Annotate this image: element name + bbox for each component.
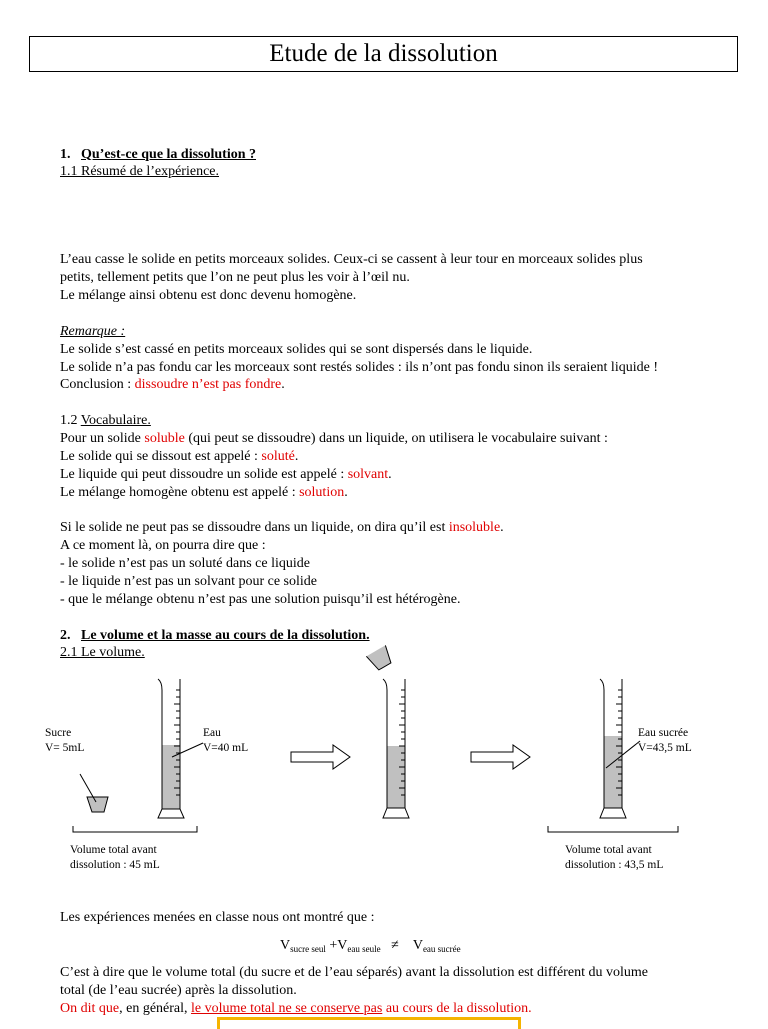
vocab-line2-a: Le solide qui se dissout est appelé : xyxy=(60,449,262,464)
graduated-cylinder-2 xyxy=(383,679,409,818)
vocab-line4-dot: . xyxy=(344,485,348,500)
insoluble-line1 xyxy=(60,519,504,537)
conclusion-end: . xyxy=(281,377,285,392)
para1-line1: L’eau casse le solide en petits morceaux solides. Ceux-ci se cassent à leur tour en morceaux solides plus xyxy=(60,252,643,267)
eau-sucree-label: Eau sucrée xyxy=(638,727,689,739)
subsection-1-1-title: 1.1 Résumé de l’expérience. xyxy=(60,164,219,179)
total-after-line1: Volume total avant xyxy=(565,844,652,856)
formula-v1: V xyxy=(280,938,291,953)
term-soluble: soluble xyxy=(144,431,185,446)
section-1-title: Qu’est-ce que la dissolution ? xyxy=(81,147,257,162)
final-red-2: le volume total ne se conserve pas xyxy=(191,1001,383,1016)
formula-sub1: sucre seul xyxy=(290,944,326,954)
vocab-line3-dot: . xyxy=(388,467,392,482)
conclusion2-line2: total (de l’eau sucrée) après la dissolution. xyxy=(60,983,297,998)
section-1-heading xyxy=(60,146,256,164)
conclusion2-line1: C’est à dire que le volume total (du sucre et de l’eau séparés) avant la dissolution est différent du volume xyxy=(60,965,648,980)
experience-intro: Les expériences menées en classe nous ont montré que : xyxy=(60,910,375,925)
total-brace-2 xyxy=(548,826,678,832)
formula-sub2: eau seule xyxy=(347,944,381,954)
formula-v3: V xyxy=(412,938,423,953)
sucre-label: Sucre xyxy=(45,727,72,739)
para1-line3: Le mélange ainsi obtenu est donc devenu homogène. xyxy=(60,288,357,303)
section-2-number: 2. xyxy=(60,628,71,643)
eau-volume: V=40 mL xyxy=(203,742,249,754)
page-title xyxy=(29,36,738,72)
formula-sub3: eau sucrée xyxy=(422,944,461,954)
vocab-line3-a: Le liquide qui peut dissoudre un solide est appelé : xyxy=(60,467,348,482)
term-insoluble: insoluble xyxy=(448,520,501,535)
arrow-2-icon xyxy=(471,745,530,769)
graduated-cylinder-1 xyxy=(158,679,184,818)
final-statement xyxy=(60,1000,532,1018)
vocab-line1-b: (qui peut se dissoudre) dans un liquide, on utilisera le vocabulaire suivant : xyxy=(184,431,608,446)
final-mid: , en général, xyxy=(119,1001,192,1016)
vocab-line4-a: Le mélange homogène obtenu est appelé : xyxy=(60,485,300,500)
term-solvant: solvant xyxy=(347,467,389,482)
subsection-1-2-number: 1.2 xyxy=(60,413,81,428)
conclusion-keyword: dissoudre n’est pas fondre xyxy=(134,377,282,392)
not-equal-symbol: ≠ xyxy=(391,938,399,953)
remarque-line2: Le solide n’a pas fondu car les morceaux sont restés solides : ils n’ont pas fondu sinon ils seraient liquide ! xyxy=(60,360,658,375)
term-solute: soluté xyxy=(261,449,295,464)
section-2-title: Le volume et la masse au cours de la dissolution. xyxy=(81,628,370,643)
insoluble-line1-dot: . xyxy=(500,520,504,535)
vocab-line3 xyxy=(60,466,392,484)
sugar-beaker xyxy=(80,774,108,812)
pouring-beaker xyxy=(366,645,394,672)
vocab-line4 xyxy=(60,484,348,502)
insoluble-line1-a: Si le solide ne peut pas se dissoudre dans un liquide, on dira qu’il est xyxy=(60,520,449,535)
term-solution: solution xyxy=(299,485,345,500)
volume-formula xyxy=(280,937,461,958)
insoluble-line5: - que le mélange obtenu n’est pas une solution puisqu’il est hétérogène. xyxy=(60,592,461,607)
remarque-label: Remarque : xyxy=(60,324,126,339)
eau-label: Eau xyxy=(203,727,221,739)
section-1-number: 1. xyxy=(60,147,71,162)
vocab-line1-a: Pour un solide xyxy=(60,431,145,446)
insoluble-line4: - le liquide n’est pas un solvant pour ce solide xyxy=(60,574,317,589)
para1-line2: petits, tellement petits que l’on ne peut plus les voir à l’œil nu. xyxy=(60,270,410,285)
page-title-text: Etude de la dissolution xyxy=(269,40,498,67)
subsection-2-1-title: 2.1 Le volume. xyxy=(60,645,145,660)
eau-sucree-volume: V=43,5 mL xyxy=(638,742,692,754)
arrow-1-icon xyxy=(291,745,350,769)
vocab-line2-dot: . xyxy=(294,449,299,464)
conclusion-line xyxy=(60,376,285,394)
remarque-line1: Le solide s’est cassé en petits morceaux solides qui se sont dispersés dans le liquide. xyxy=(60,342,533,357)
graduated-cylinder-3 xyxy=(600,679,626,818)
insoluble-line2: A ce moment là, on pourra dire que : xyxy=(60,538,266,553)
insoluble-line3: - le solide n’est pas un soluté dans ce liquide xyxy=(60,556,310,571)
final-red-1: On dit que xyxy=(60,1001,120,1016)
total-brace-1 xyxy=(73,826,197,832)
dissolution-figure xyxy=(0,640,768,840)
vocab-line2 xyxy=(60,448,298,466)
total-before-line1: Volume total avant xyxy=(70,844,157,856)
total-after-line2: dissolution : 43,5 mL xyxy=(565,859,664,871)
sucre-volume: V= 5mL xyxy=(45,742,85,754)
subsection-1-2-title xyxy=(60,412,151,430)
final-red-3: au cours de la dissolution. xyxy=(382,1001,532,1016)
subsection-1-2-label: Vocabulaire. xyxy=(80,413,151,428)
vocab-line1 xyxy=(60,430,608,448)
total-before-line2: dissolution : 45 mL xyxy=(70,859,160,871)
formula-plus: +V xyxy=(325,938,348,953)
highlight-box xyxy=(217,1017,521,1029)
conclusion-prefix: Conclusion : xyxy=(60,377,135,392)
